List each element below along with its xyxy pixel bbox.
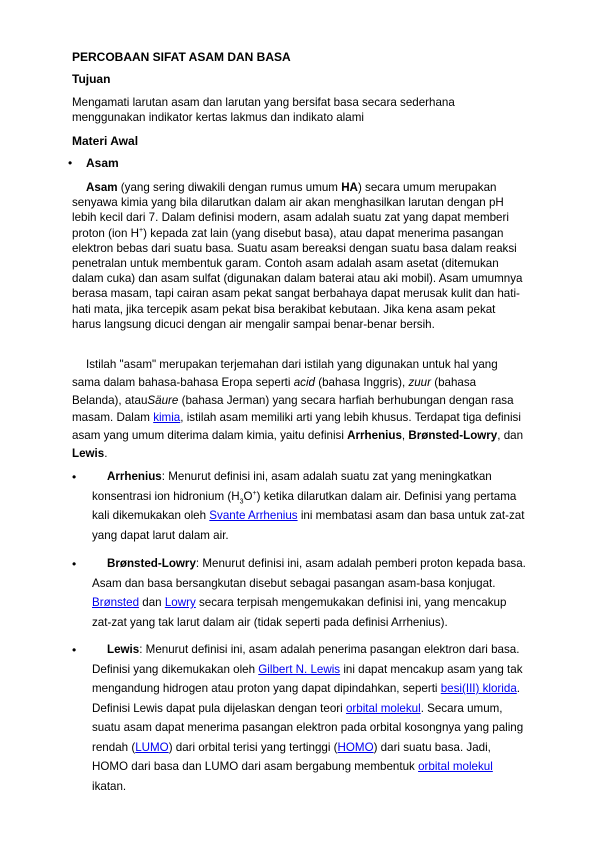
tujuan-text: Mengamati larutan asam dan larutan yang bersifat basa secara sederhana menggunakan indikator kertas lakmus dan indikato alami	[72, 96, 455, 124]
text-span: .	[104, 446, 108, 460]
text-span: ) kepada zat lain (yang disebut basa), atau dapat menerima pasangan elektron bebas dari suatu basa. Suatu asam bereaksi dengan suatu basa dalam reaksi penetralan untuk membentuk garam. Contoh asam adalah asam asetat (ditemukan dalam cuka) dan asam sulfat (digunakan dalam baterai atau aki mobil). Asam umumnya berasa masam, tapi cairan asam pekat sangat berbahaya dapat merusak kulit dan hati-hati mata, jika tercepik asam pekat bisa berakibat kebutaan. Jika kena asam pekat harus langsung dicuci dengan air mengalir sampai benar-benar bersih.	[72, 226, 523, 331]
text-span: . Secara umum, suatu asam dapat menerima pasangan elektron pada orbital kosongnya yang paling rendah (	[92, 701, 524, 754]
bullet-icon: •	[72, 643, 77, 657]
text-span: : Menurut definisi ini, asam adalah suatu zat yang meningkatkan konsentrasi ion hidronium (H	[92, 470, 492, 503]
text-span: : Menurut definisi ini, asam adalah pemberi proton kepada basa. Asam dan basa bersangkutan disebut sebagai pasangan asam-basa konjugat.	[92, 557, 526, 590]
text-span: ) ketika dilarutkan dalam air. Definisi yang pertama kali dikemukakan oleh	[92, 489, 517, 522]
superscript: +	[252, 489, 257, 497]
heading-tujuan: Tujuan	[72, 72, 111, 86]
document-title: PERCOBAAN SIFAT ASAM DAN BASA	[72, 50, 291, 64]
link-lowry[interactable]: Lowry	[164, 596, 196, 609]
link-svante-arrhenius[interactable]: Svante Arrhenius	[209, 509, 298, 522]
term-asam: Asam	[86, 181, 118, 194]
text-span: ) dari suatu basa. Jadi, HOMO dari basa dan LUMO dari asam bergabung membentuk	[92, 740, 491, 773]
text-span: (bahasa Jerman) yang secara harfiah berhubungan dengan rasa masam. Dalam	[72, 393, 514, 425]
text-span: (bahasa Belanda), atau	[72, 375, 477, 407]
text-span: dan	[139, 596, 165, 609]
bullet-icon: •	[68, 156, 73, 170]
item-asam: Asam	[86, 156, 119, 170]
term-bronsted-lowry: Brønsted-Lowry	[408, 429, 498, 443]
paragraph-asam	[72, 180, 527, 332]
link-gilbert-lewis[interactable]: Gilbert N. Lewis	[258, 662, 341, 676]
definition-arrhenius	[92, 467, 527, 545]
text-span: , dan	[497, 429, 524, 443]
definition-bronsted-lowry	[92, 554, 527, 632]
text-span: . Definisi Lewis dapat pula dijelaskan dengan teori	[92, 682, 520, 715]
term-arrhenius: Arrhenius	[347, 429, 402, 443]
definition-lewis	[92, 640, 527, 796]
text-span: ,	[401, 429, 409, 443]
text-span: ) dari orbital terisi yang tertinggi (	[168, 740, 338, 754]
text-span: Istilah "asam" merupakan terjemahan dari istilah yang digunakan untuk hal yang sama dalam bahasa-bahasa Eropa seperti	[72, 358, 498, 389]
text-span: (yang sering diwakili dengan rumus umum	[117, 181, 342, 194]
subscript: 3	[239, 497, 244, 505]
term-acid: acid	[293, 375, 315, 389]
term-lewis: Lewis	[72, 446, 105, 460]
definition-name: Lewis	[107, 643, 140, 656]
term-saure: Säure	[147, 393, 179, 407]
definition-name: Arrhenius	[107, 470, 162, 483]
bullet-icon: •	[72, 557, 77, 571]
link-homo[interactable]: HOMO	[337, 740, 374, 754]
heading-materi-awal: Materi Awal	[72, 134, 139, 148]
definition-name: Brønsted-Lowry	[107, 557, 196, 570]
link-bronsted[interactable]: Brønsted	[92, 596, 140, 609]
text-span: secara terpisah mengemukakan definisi ini, yang mencakup zat-zat yang tak larut dalam air (tidak seperti pada definisi Arrhenius).	[92, 596, 507, 629]
text-span: : Menurut definisi ini, asam adalah penerima pasangan elektron dari basa. Definisi yang dikemukakan oleh	[92, 643, 520, 676]
link-lumo[interactable]: LUMO	[135, 740, 169, 754]
link-orbital-molekul-ikatan[interactable]: orbital molekul	[418, 760, 493, 773]
text-span: ) secara umum merupakan senyawa kimia yang bila dilarutkan dalam air akan menghasilkan larutan dengan pH lebih kecil dari 7. Dalam definisi modern, asam adalah suatu zat yang dapat memberi proton (ion H	[72, 181, 509, 240]
term-zuur: zuur	[408, 375, 431, 389]
superscript: +	[139, 226, 144, 234]
bullet-icon: •	[72, 470, 77, 484]
link-orbital-molekul[interactable]: orbital molekul	[345, 701, 421, 715]
paragraph-istilah	[72, 356, 527, 463]
text-span: O	[243, 489, 253, 503]
text-span: (bahasa Inggris),	[314, 375, 409, 389]
text-span: ikatan.	[92, 779, 127, 793]
link-kimia[interactable]: kimia	[153, 411, 181, 425]
text-span: ini membatasi asam dan basa untuk zat-zat yang dapat larut dalam air.	[92, 509, 525, 542]
link-besi-iii-klorida[interactable]: besi(III) klorida	[440, 682, 517, 695]
term-ha: HA	[341, 181, 358, 194]
text-span: , istilah asam memiliki arti yang lebih khusus. Terdapat tiga definisi asam yang umum diterima dalam kimia, yaitu definisi	[72, 411, 521, 443]
text-span: ini dapat mencakup asam yang tak mengandung hidrogen atau proton yang dapat dipindahkan, seperti	[92, 662, 523, 695]
